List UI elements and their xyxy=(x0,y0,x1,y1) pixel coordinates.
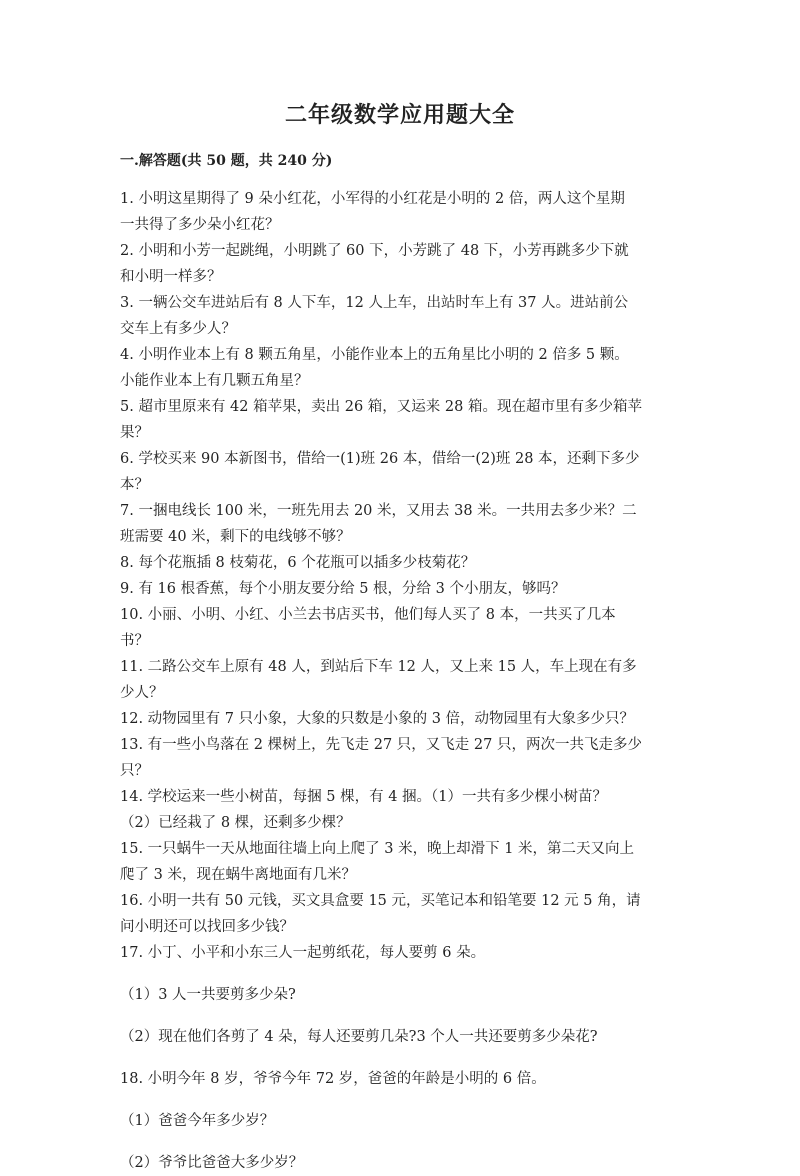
problem-line: 15. 一只蜗牛一天从地面往墙上向上爬了 3 米，晚上却滑下 1 米，第二天又向上 xyxy=(120,841,635,857)
problem-line: 17. 小丁、小平和小东三人一起剪纸花，每人要剪 6 朵。 xyxy=(120,945,486,961)
problem-line: 11. 二路公交车上原有 48 人，到站后下车 12 人，又上来 15 人，车上现在有多 xyxy=(120,659,637,675)
problem-line: 5. 超市里原来有 42 箱苹果，卖出 26 箱，又运来 28 箱。现在超市里有多少箱苹 xyxy=(120,399,642,415)
problem-line: 1. 小明这星期得了 9 朵小红花，小军得的小红花是小明的 2 倍，两人这个星期 xyxy=(120,191,625,207)
problem-line: 一共得了多少朵小红花？ xyxy=(120,217,280,233)
section-heading: 一.解答题(共 50 题，共 240 分) xyxy=(120,153,333,169)
problem-line: 4. 小明作业本上有 8 颗五角星，小能作业本上的五角星比小明的 2 倍多 5 颗。 xyxy=(120,347,629,363)
question-17-part-2: （2）现在他们各剪了 4 朵，每人还要剪几朵?3 个人一共还要剪多少朵花? xyxy=(120,1029,598,1045)
problem-line: 7. 一捆电线长 100 米，一班先用去 20 米，又用去 38 米。一共用去多少米？二 xyxy=(120,503,637,519)
problem-line: 10. 小丽、小明、小红、小兰去书店买书，他们每人买了 8 本，一共买了几本 xyxy=(120,607,616,623)
problem-line: 14. 学校运来一些小树苗，每捆 5 棵，有 4 捆。（1）一共有多少棵小树苗？ xyxy=(120,789,608,805)
page-title: 二年级数学应用题大全 xyxy=(284,102,515,128)
problem-line: 问小明还可以找回多少钱？ xyxy=(120,919,294,935)
problem-line: 9. 有 16 根香蕉，每个小朋友要分给 5 根，分给 3 个小朋友，够吗？ xyxy=(120,581,566,597)
problem-line: 交车上有多少人？ xyxy=(120,321,236,337)
problem-list xyxy=(120,186,680,1176)
problem-line: 13. 有一些小鸟落在 2 棵树上，先飞走 27 只，又飞走 27 只，两次一共飞走多少 xyxy=(120,737,642,753)
problem-line: 和小明一样多？ xyxy=(120,269,222,285)
problem-line: 少人？ xyxy=(120,685,164,701)
problem-line: 8. 每个花瓶插 8 枝菊花，6 个花瓶可以插多少枝菊花？ xyxy=(120,555,476,571)
problem-line: 本？ xyxy=(120,477,149,493)
problem-line: 果？ xyxy=(120,425,149,441)
problem-line: 班需要 40 米，剩下的电线够不够？ xyxy=(120,529,351,545)
problem-line: 爬了 3 米，现在蜗牛离地面有几米？ xyxy=(120,867,356,883)
problem-line: 书？ xyxy=(120,633,149,649)
problem-line: 3. 一辆公交车进站后有 8 人下车，12 人上车，出站时车上有 37 人。进站前公 xyxy=(120,295,629,311)
question-18-part-2: （2）爷爷比爸爸大多少岁？ xyxy=(120,1155,304,1171)
problem-line: 12. 动物园里有 7 只小象，大象的只数是小象的 3 倍，动物园里有大象多少只？ xyxy=(120,711,635,727)
problem-line: （2）已经栽了 8 棵，还剩多少棵？ xyxy=(120,815,351,831)
problem-line: 小能作业本上有几颗五角星？ xyxy=(120,373,309,389)
problem-line: 只？ xyxy=(120,763,149,779)
question-18: 18. 小明今年 8 岁，爷爷今年 72 岁，爸爸的年龄是小明的 6 倍。 xyxy=(120,1071,546,1087)
problem-line: 2. 小明和小芳一起跳绳，小明跳了 60 下，小芳跳了 48 下，小芳再跳多少下就 xyxy=(120,243,629,259)
problem-line: 6. 学校买来 90 本新图书，借给一(1)班 26 本，借给一(2)班 28 本，还剩下多少 xyxy=(120,451,640,467)
problem-line: 16. 小明一共有 50 元钱，买文具盒要 15 元，买笔记本和铅笔要 12 元 5 角，请 xyxy=(120,893,641,909)
question-18-part-1: （1）爸爸今年多少岁？ xyxy=(120,1113,275,1129)
question-17-part-1: （1）3 人一共要剪多少朵? xyxy=(120,987,296,1003)
